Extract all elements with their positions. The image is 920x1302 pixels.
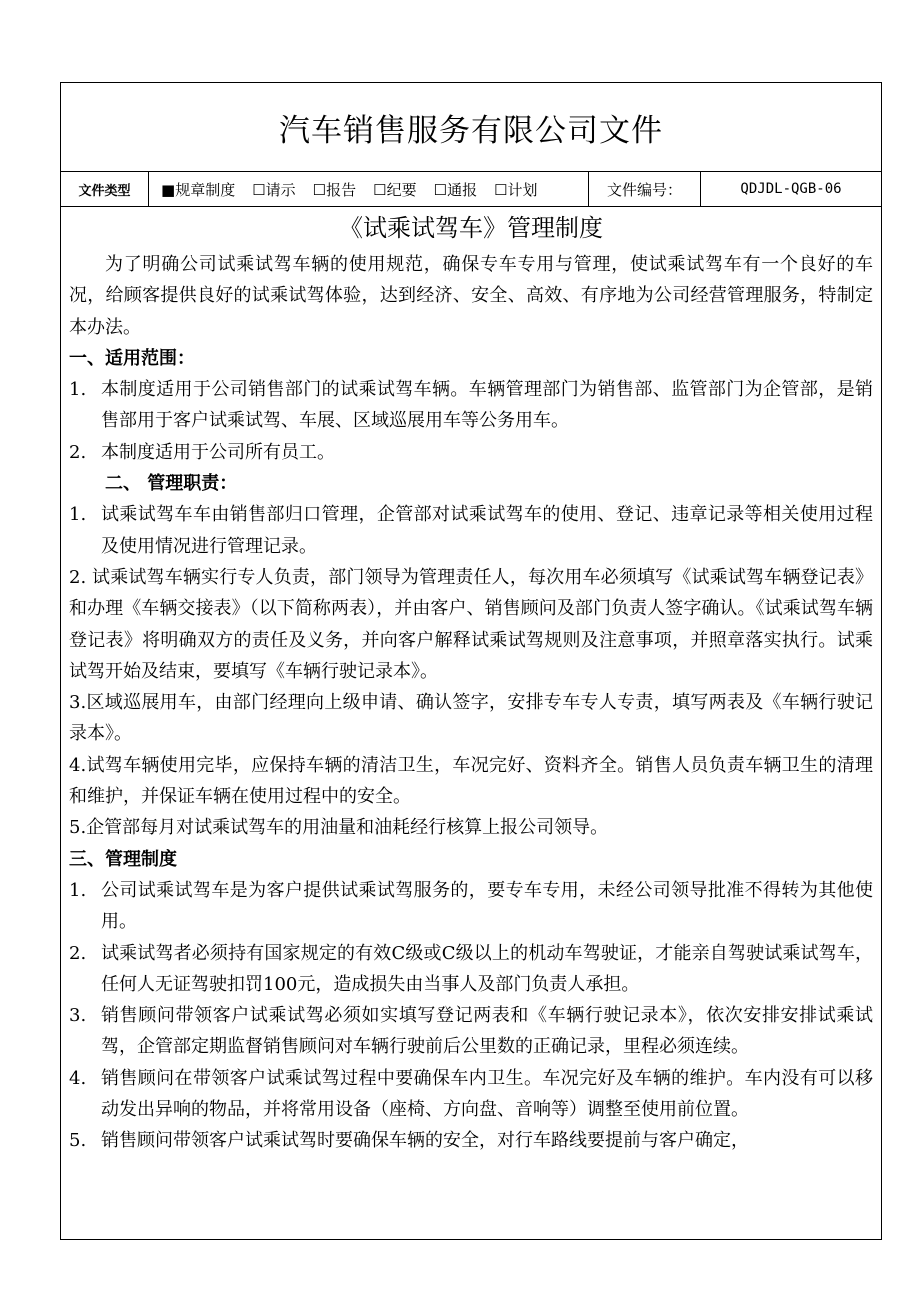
checkbox-empty-icon: ☐ [252, 180, 266, 199]
list-item: 2. 本制度适用于公司所有员工。 [69, 441, 335, 463]
list-item: 5. 销售顾问带领客户试乘试驾时要确保车辆的安全，对行车路线要提前与客户确定， [69, 1130, 749, 1152]
type-option-request: ☐请示 [252, 180, 296, 199]
paragraph: 2. 试乘试驾车辆实行专人负责，部门领导为管理责任人，每次用车必须填写《试乘试驾车辆登记表》和办理《车辆交接表》（以下简称两表），并由客户、销售顾问及部门负责人签字确认。《试乘试驾车辆登记表》将明确双方的责任及义务，并向客户解释试乘试驾规则及注意事项，并照章落实执行。试乘试驾开始及结束，要填写《车辆行驶记录本》。 [69, 566, 873, 682]
list-item: 2. 试乘试驾者必须持有国家规定的有效C级或C级以上的机动车驾驶证，才能亲自驾驶试乘试驾车，任何人无证驾驶扣罚100元，造成损失由当事人及部门负责人承担。 [69, 942, 873, 995]
checkbox-filled-icon: ■ [161, 180, 176, 199]
paragraph: 3.区域巡展用车，由部门经理向上级申请、确认签字，安排专车专人专责，填写两表及《车辆行驶记录本》。 [69, 692, 873, 745]
list-item: 1. 试乘试驾车车由销售部归口管理，企管部对试乘试驾车的使用、登记、违章记录等相关使用过程及使用情况进行管理记录。 [69, 504, 873, 557]
intro-paragraph: 为了明确公司试乘试驾车辆的使用规范，确保专车专用与管理，使试乘试驾车有一个良好的车况，给顾客提供良好的试乘试驾体验，达到经济、安全、高效、有序地为公司经营管理服务，特制定本办法。 [69, 254, 873, 338]
document-body [61, 207, 881, 1157]
checkbox-empty-icon: ☐ [494, 180, 508, 199]
list-item: 4. 销售顾问在带领客户试乘试驾过程中要确保车内卫生。车况完好及车辆的维护。车内没有可以移动发出异响的物品，并将常用设备（座椅、方向盘、音响等）调整至使用前位置。 [69, 1067, 873, 1121]
file-number-value: QDJDL-QGB-06 [740, 181, 842, 197]
list-item: 1. 公司试乘试驾车是为客户提供试乘试驾服务的，要专车专用，未经公司领导批准不得转为其他使用。 [69, 879, 873, 933]
document-frame [60, 82, 882, 1240]
file-type-options [149, 172, 589, 206]
section-heading: 一、适用范围： [69, 347, 195, 369]
type-option-regulation: ■规章制度 [161, 180, 236, 199]
type-option-report: ☐报告 [312, 180, 357, 199]
paragraph: 4.试驾车辆使用完毕，应保持车辆的清洁卫生，车况完好、资料齐全。销售人员负责车辆卫生的清理和维护，并保证车辆在使用过程中的安全。 [69, 754, 873, 808]
checkbox-empty-icon: ☐ [312, 180, 327, 199]
company-title: 汽车销售服务有限公司文件 [279, 112, 663, 149]
document-title: 《试乘试驾车》管理制度 [339, 214, 603, 242]
list-item: 1. 本制度适用于公司销售部门的试乘试驾车辆。车辆管理部门为销售部、监管部门为企管部，是销售部用于客户试乘试驾、车展、区域巡展用车等公务用车。 [69, 379, 873, 432]
checkbox-empty-icon: ☐ [373, 180, 387, 199]
type-option-minutes: ☐纪要 [373, 180, 417, 199]
file-type-label: 文件类型 [61, 172, 149, 206]
section-heading: 二、 管理职责： [105, 473, 238, 495]
checkbox-empty-icon: ☐ [433, 180, 448, 199]
meta-row [61, 172, 881, 207]
list-item: 3. 销售顾问带领客户试乘试驾必须如实填写登记两表和《车辆行驶记录本》，依次安排安排试乘试驾，企管部定期监督销售顾问对车辆行驶前后公里数的正确记录，里程必须连续。 [69, 1005, 873, 1058]
type-option-notice: ☐通报 [433, 180, 478, 199]
type-option-plan: ☐计划 [494, 180, 538, 199]
header-title-row [61, 83, 881, 172]
file-number-label: 文件编号： [589, 172, 701, 206]
section-heading: 三、管理制度 [69, 848, 177, 870]
paragraph: 5.企管部每月对试乘试驾车的用油量和油耗经行核算上报公司领导。 [69, 817, 609, 839]
